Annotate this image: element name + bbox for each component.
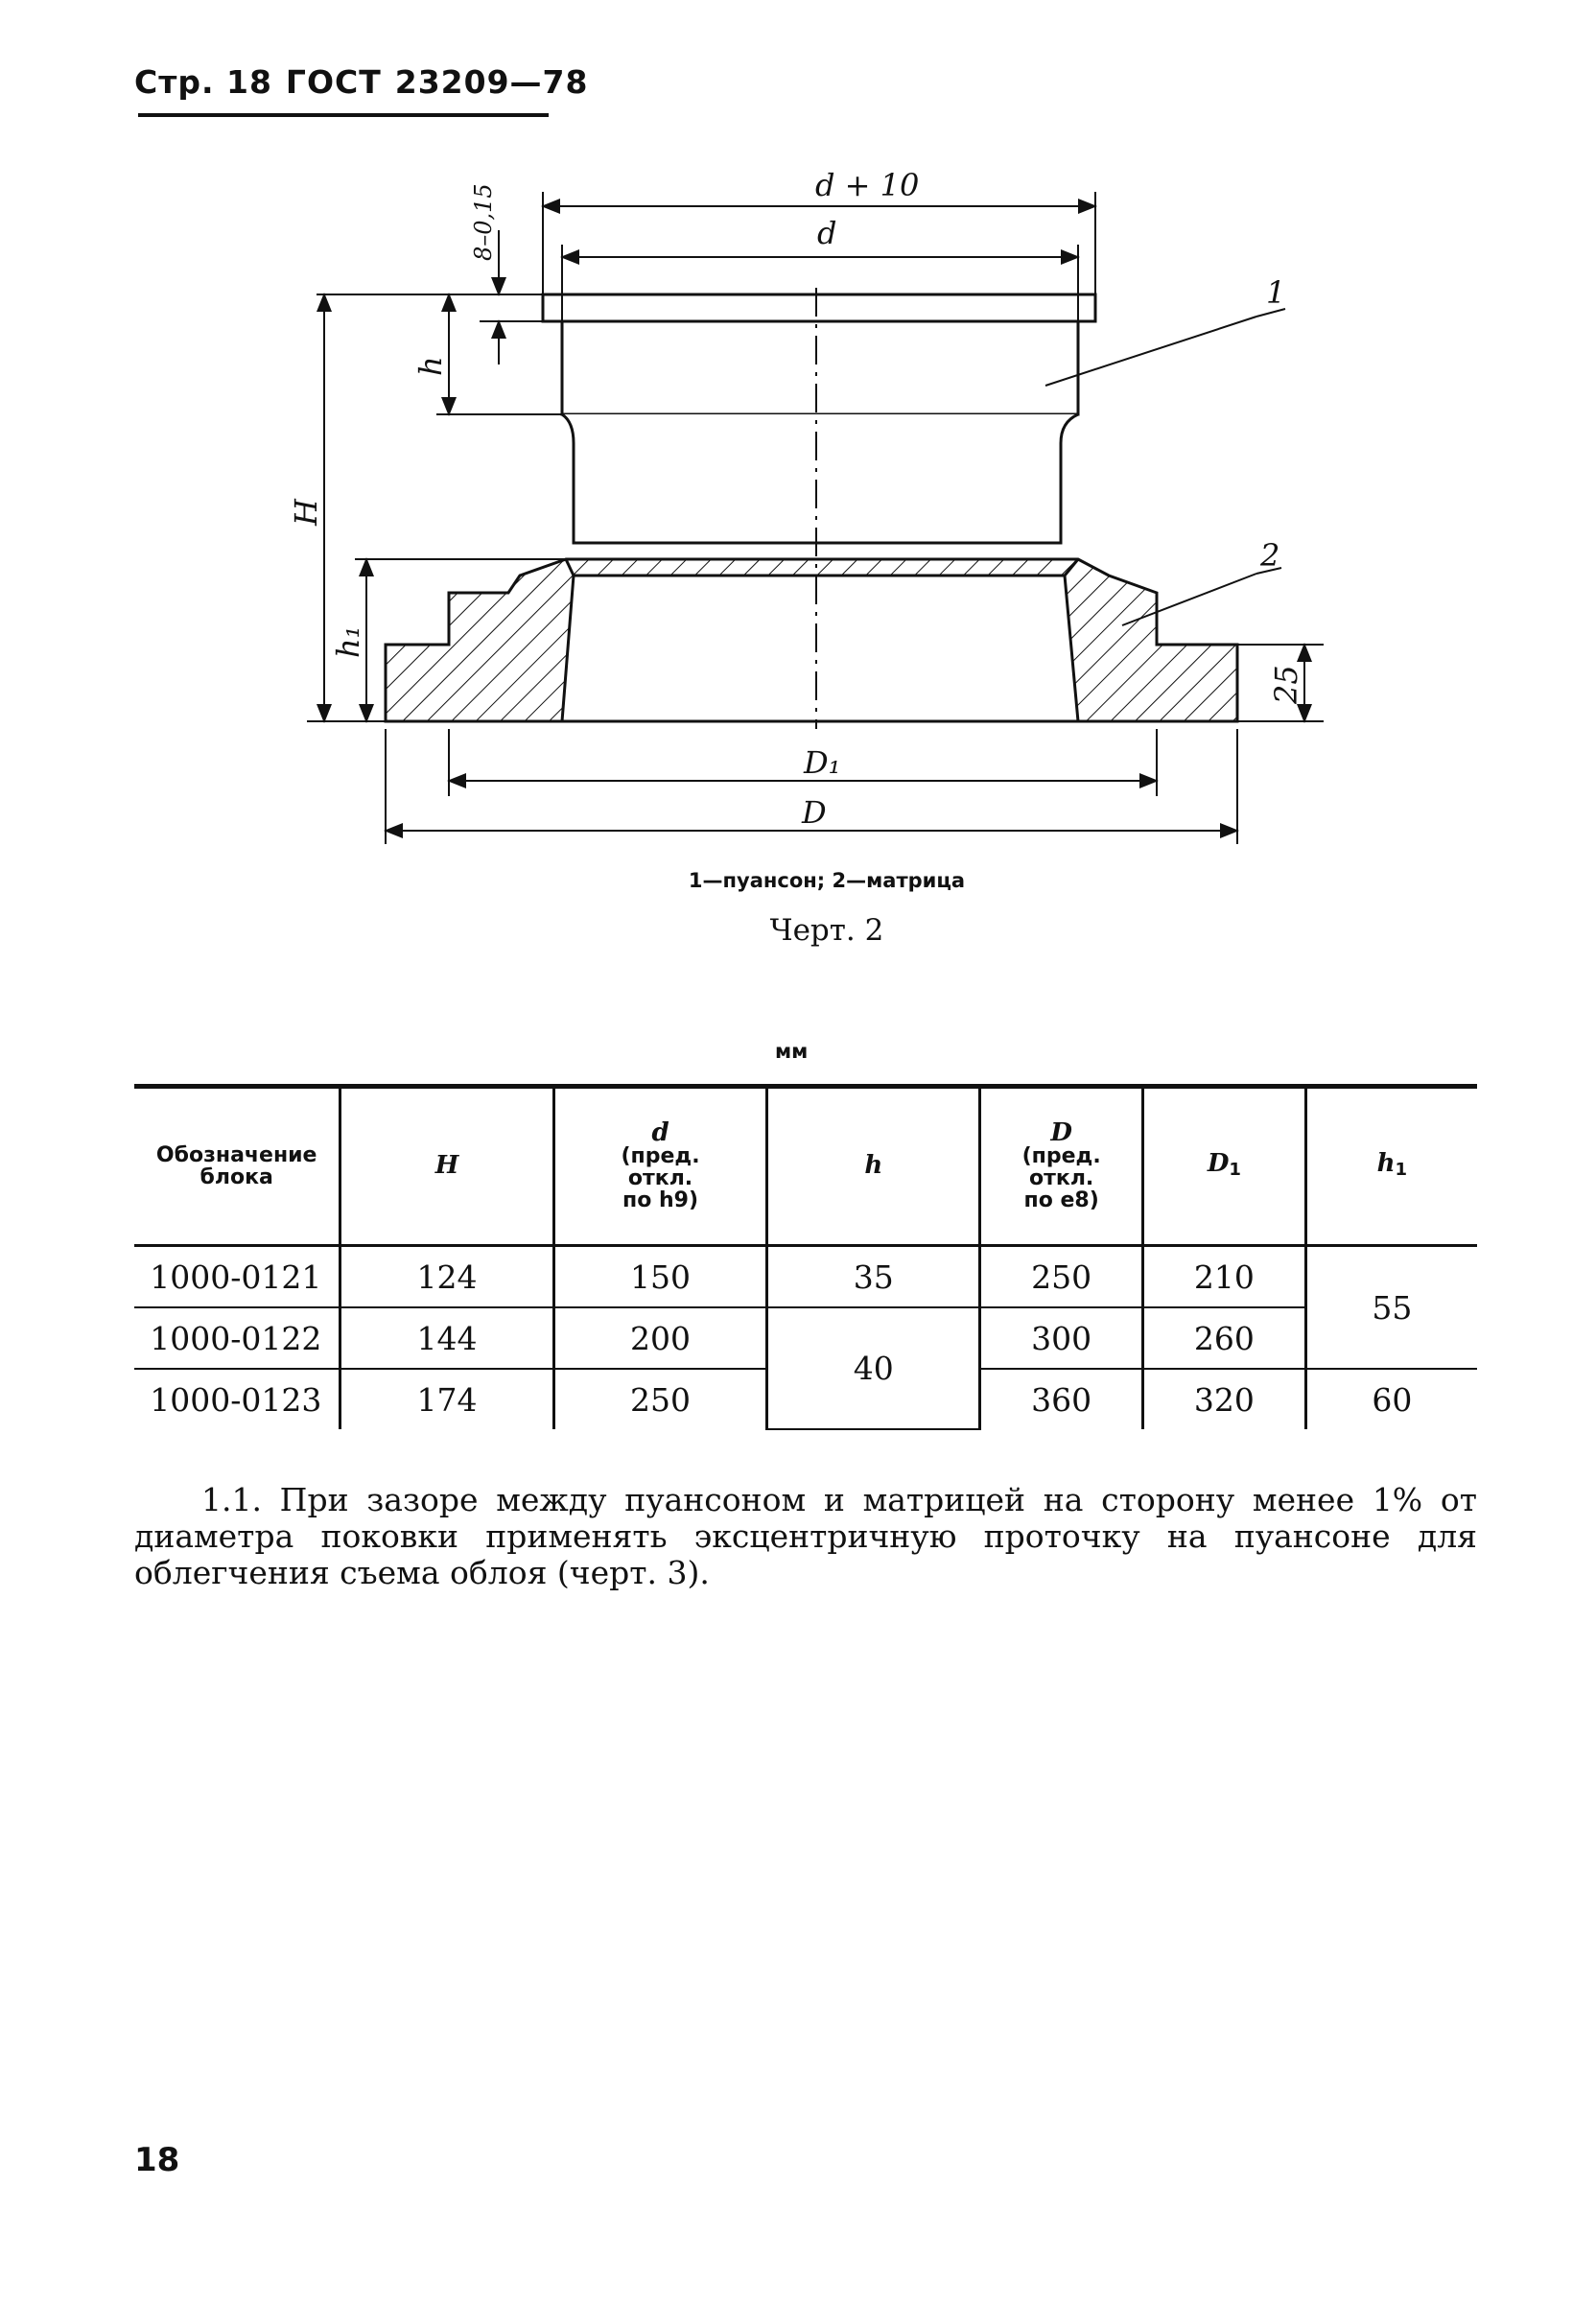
table-row [134, 1246, 1477, 1308]
col-designation: Обозначение блока [134, 1087, 340, 1246]
dim-H: H [288, 499, 324, 526]
dim-h-upper: h [412, 356, 449, 376]
cell-designation: 1000-0121 [134, 1246, 340, 1308]
cell-d: 200 [553, 1307, 767, 1369]
page-label: Стр. 18 [134, 63, 272, 101]
units-label: мм [775, 1040, 809, 1063]
die-part [386, 559, 1237, 721]
part-1-label: 1 [1266, 274, 1286, 311]
dim-d-plus-10: d + 10 [815, 167, 920, 203]
col-D1: $D_1$ [1143, 1087, 1306, 1246]
technical-drawing [0, 0, 1596, 863]
dim-flange: 25 [1268, 665, 1304, 704]
table-row [134, 1307, 1477, 1369]
punch-part [543, 294, 1095, 543]
dim-h1: h₁ [330, 625, 366, 658]
cell-h: 40 [767, 1307, 980, 1429]
part-2-label: 2 [1260, 537, 1280, 574]
cell-designation: 1000-0122 [134, 1307, 340, 1369]
cell-H: 174 [340, 1369, 553, 1429]
col-H: H [340, 1087, 553, 1246]
figure-caption: Черт. 2 [769, 913, 884, 948]
table-header-row [134, 1087, 1477, 1246]
clause-1-1: 1.1. При зазоре между пуансоном и матрицей на сторону менее 1% от диаметра поковки применять эксцентричную проточку на пуансоне для облегчения съема облоя (черт. 3). [134, 1481, 1477, 1591]
dim-d: d [817, 215, 837, 251]
cell-D: 360 [980, 1369, 1143, 1429]
cell-D1: 320 [1143, 1369, 1306, 1429]
col-d: d (пред. откл. по h9) [553, 1087, 767, 1246]
cell-h1: 55 [1305, 1246, 1477, 1370]
cell-D: 250 [980, 1246, 1143, 1308]
standard-label: ГОСТ [285, 63, 382, 101]
cell-d: 150 [553, 1246, 767, 1308]
block-dimensions-table [134, 1084, 1477, 1430]
standard-number: 23209—78 [394, 63, 589, 101]
dim-tolerance: 8–0,15 [470, 183, 497, 261]
cell-D1: 210 [1143, 1246, 1306, 1308]
cell-designation: 1000-0123 [150, 1380, 322, 1419]
cell-H: 144 [340, 1307, 553, 1369]
page-number: 18 [134, 2141, 180, 2179]
col-h: h [767, 1087, 980, 1246]
cell-D: 300 [980, 1307, 1143, 1369]
dim-D: D [802, 794, 827, 831]
dim-D1: D₁ [804, 744, 841, 781]
cell-h: 35 [767, 1246, 980, 1308]
col-h1: $h_1$ [1305, 1087, 1477, 1246]
cell-d: 250 [553, 1369, 767, 1429]
cell-D1: 260 [1143, 1307, 1306, 1369]
cell-h1: 60 [1305, 1369, 1477, 1429]
col-D: D (пред. откл. по е8) [980, 1087, 1143, 1246]
drawing-legend: 1—пуансон; 2—матрица [688, 869, 966, 892]
cell-H: 124 [340, 1246, 553, 1308]
